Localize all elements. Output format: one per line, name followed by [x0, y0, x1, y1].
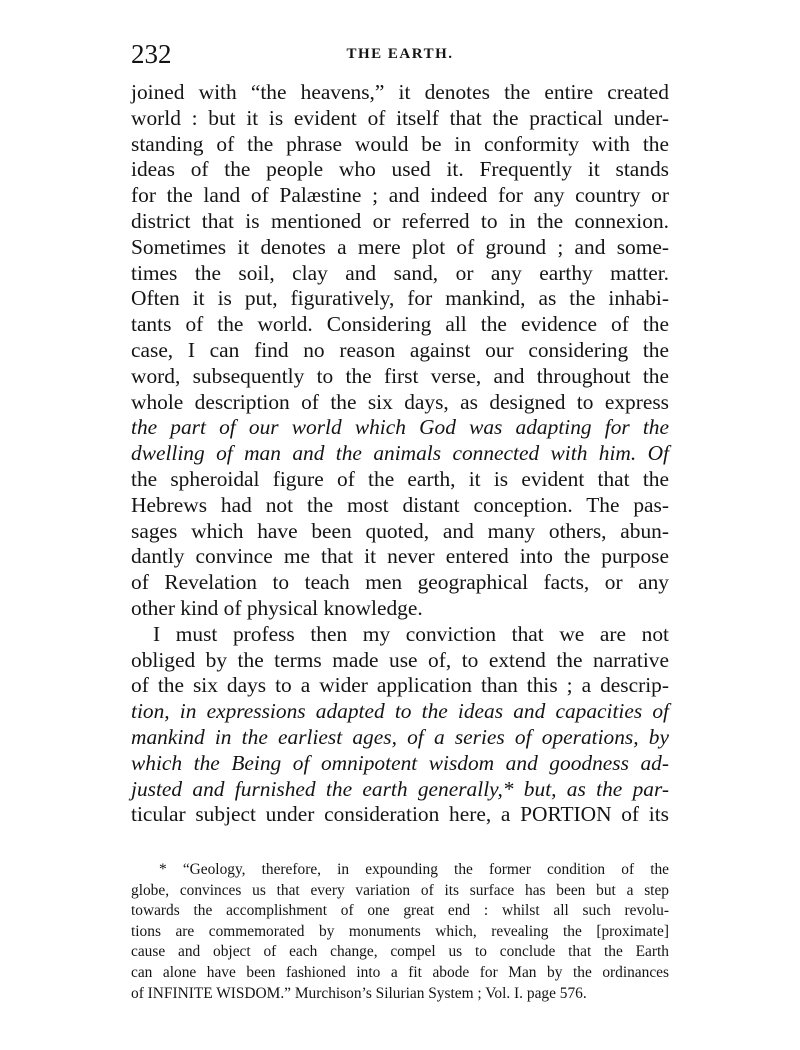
- text-line: of the six days to a wider application than this ; a descrip-: [131, 673, 669, 698]
- body-text: [131, 80, 669, 828]
- text-line: tants of the world. Considering all the evidence of the: [131, 312, 669, 337]
- text-line: word, subsequently to the first verse, and throughout the: [131, 363, 669, 388]
- text-line: other kind of physical knowledge.: [131, 595, 423, 620]
- text-line: case, I can find no reason against our considering the: [131, 337, 669, 362]
- text-line-italic: dwelling of man and the animals connected with him. Of: [131, 441, 669, 466]
- footnote-line: tions are commemorated by monuments which, revealing the [proximate]: [131, 922, 669, 940]
- running-head: THE EARTH.: [346, 46, 454, 62]
- footnote-line: towards the accomplishment of one great end : whilst all such revolu-: [131, 902, 669, 920]
- text-line: world : but it is evident of itself that the practical under-: [131, 105, 669, 130]
- page-header: [131, 36, 669, 72]
- text-line-italic: mankind in the earliest ages, of a series of operations, by: [131, 724, 669, 749]
- footnote-line: of INFINITE WISDOM.” Murchison’s Silurian System ; Vol. I. page 576.: [131, 984, 587, 1002]
- text-line: ticular subject under consideration here, a PORTION of its: [131, 802, 669, 827]
- text-line: district that is mentioned or referred to in the connexion.: [131, 208, 669, 233]
- footnote-line: * “Geology, therefore, in expounding the former condition of the: [159, 861, 669, 878]
- footnote-line: cause and object of each change, compel us to conclude that the Earth: [131, 943, 669, 961]
- text-line: for the land of Palæstine ; and indeed for any country or: [131, 183, 669, 208]
- footnote-line: globe, convinces us that every variation of its surface has been but a step: [131, 881, 669, 899]
- text-line: dantly convince me that it never entered into the purpose: [131, 544, 669, 569]
- page-number: 232: [131, 39, 172, 69]
- text-line: joined with “the heavens,” it denotes the entire created: [131, 80, 669, 104]
- text-line: Sometimes it denotes a mere plot of ground ; and some-: [131, 234, 669, 259]
- text-line: of Revelation to teach men geographical facts, or any: [131, 570, 669, 595]
- footnote: [131, 860, 669, 1004]
- text-line: ideas of the people who used it. Frequently it stands: [131, 157, 669, 182]
- text-line: sages which have been quoted, and many others, abun-: [131, 518, 669, 543]
- footnote-line: can alone have been fashioned into a fit abode for Man by the ordinances: [131, 963, 669, 981]
- paragraph-start-line: I must profess then my conviction that we are not: [153, 621, 669, 646]
- text-line: the spheroidal figure of the earth, it is evident that the: [131, 466, 669, 491]
- text-line-italic: tion, in expressions adapted to the ideas and capacities of: [131, 699, 669, 724]
- text-line-italic: the part of our world which God was adapting for the: [131, 415, 669, 440]
- text-line-italic: justed and furnished the earth generally,* but, as the par-: [131, 776, 669, 801]
- text-line: times the soil, clay and sand, or any earthy matter.: [131, 260, 669, 285]
- text-line-italic: which the Being of omnipotent wisdom and goodness ad-: [131, 750, 669, 775]
- text-line: obliged by the terms made use of, to extend the narrative: [131, 647, 669, 672]
- text-line: whole description of the six days, as designed to express: [131, 389, 669, 414]
- text-line: standing of the phrase would be in conformity with the: [131, 131, 669, 156]
- text-line: Hebrews had not the most distant conception. The pas-: [131, 492, 669, 517]
- text-line: Often it is put, figuratively, for mankind, as the inhabi-: [131, 286, 669, 311]
